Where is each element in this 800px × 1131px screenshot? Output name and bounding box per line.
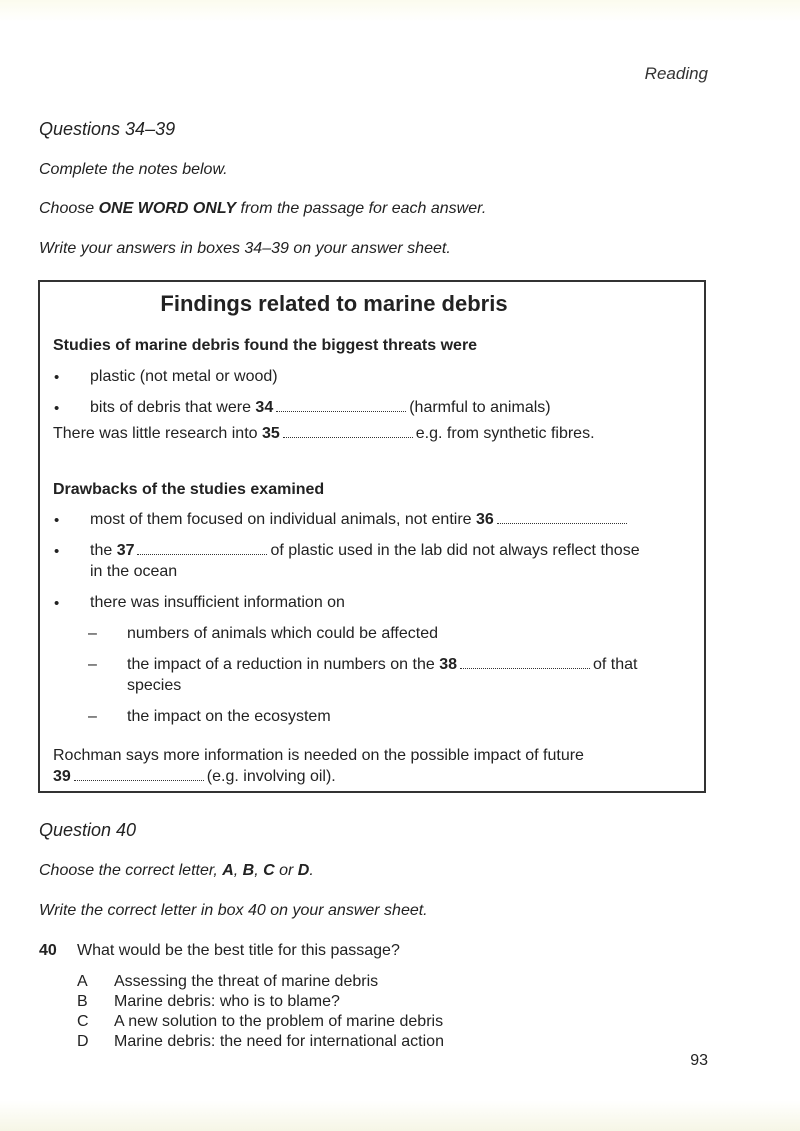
- option-text-d[interactable]: Marine debris: the need for international action: [114, 1033, 444, 1050]
- answer-blank-36[interactable]: [497, 522, 627, 524]
- answer-blank-34[interactable]: [276, 410, 406, 412]
- dash-icon: –: [88, 625, 97, 642]
- instruction-write-letter: Write the correct letter in box 40 on your answer sheet.: [39, 902, 428, 919]
- dash-impact-reduction: the impact of a reduction in numbers on the 38 of that: [127, 656, 638, 673]
- answer-blank-35[interactable]: [283, 436, 413, 438]
- bullet-icon: •: [54, 369, 60, 386]
- scan-bottom-edge: [0, 1100, 800, 1131]
- final-line-rochman: Rochman says more information is needed on the possible impact of future: [53, 747, 584, 764]
- line-little-research: There was little research into 35 e.g. from synthetic fibres.: [53, 425, 595, 442]
- final-line-39: 39 (e.g. involving oil).: [53, 768, 336, 785]
- section1-heading: Studies of marine debris found the biggest threats were: [53, 337, 478, 354]
- option-text-b[interactable]: Marine debris: who is to blame?: [114, 993, 340, 1010]
- bullet-bits-of-debris: bits of debris that were 34 (harmful to animals): [90, 399, 551, 416]
- section-header: Reading: [644, 64, 708, 83]
- scan-top-edge: [0, 0, 800, 22]
- option-text-a[interactable]: Assessing the threat of marine debris: [114, 973, 379, 990]
- option-letter-c[interactable]: C: [77, 1013, 89, 1030]
- questions-34-39-heading: Questions 34–39: [39, 119, 176, 139]
- option-text-c[interactable]: A new solution to the problem of marine debris: [114, 1013, 444, 1030]
- bullet-icon: •: [54, 595, 60, 612]
- option-letter-d[interactable]: D: [77, 1033, 89, 1050]
- question-text: What would be the best title for this passage?: [77, 942, 400, 959]
- instruction-complete-notes: Complete the notes below.: [39, 161, 228, 178]
- bullet-individual-animals: most of them focused on individual animals, not entire 36: [90, 511, 630, 529]
- section2-heading: Drawbacks of the studies examined: [53, 481, 325, 498]
- bullet-plastic-lab-cont: in the ocean: [90, 563, 178, 580]
- dash-icon: –: [88, 708, 97, 725]
- option-letter-b[interactable]: B: [77, 993, 88, 1010]
- bullet-icon: •: [54, 400, 60, 417]
- answer-blank-37[interactable]: [137, 553, 267, 555]
- dash-icon: –: [88, 656, 97, 673]
- dash-impact-reduction-cont: species: [127, 677, 182, 694]
- instruction-choose-word: Choose ONE WORD ONLY from the passage for each answer.: [39, 200, 487, 217]
- option-letter-a[interactable]: A: [77, 973, 88, 990]
- question-number: 40: [39, 942, 57, 959]
- bullet-plastic: plastic (not metal or wood): [90, 368, 278, 385]
- instruction-choose-letter: Choose the correct letter, A, B, C or D.: [39, 862, 314, 879]
- dash-numbers-animals: numbers of animals which could be affected: [127, 625, 438, 642]
- dash-impact-ecosystem: the impact on the ecosystem: [127, 708, 331, 725]
- instruction-answer-boxes: Write your answers in boxes 34–39 on your answer sheet.: [39, 240, 451, 257]
- bullet-icon: •: [54, 543, 60, 560]
- page-number: 93: [690, 1052, 708, 1069]
- bullet-icon: •: [54, 512, 60, 529]
- answer-blank-38[interactable]: [460, 667, 590, 669]
- notes-title: Findings related to marine debris: [160, 291, 508, 316]
- bullet-plastic-lab: the 37 of plastic used in the lab did not always reflect those: [90, 542, 640, 559]
- question-40-heading: Question 40: [39, 820, 137, 840]
- bullet-insufficient-info: there was insufficient information on: [90, 594, 345, 611]
- answer-blank-39[interactable]: [74, 779, 204, 781]
